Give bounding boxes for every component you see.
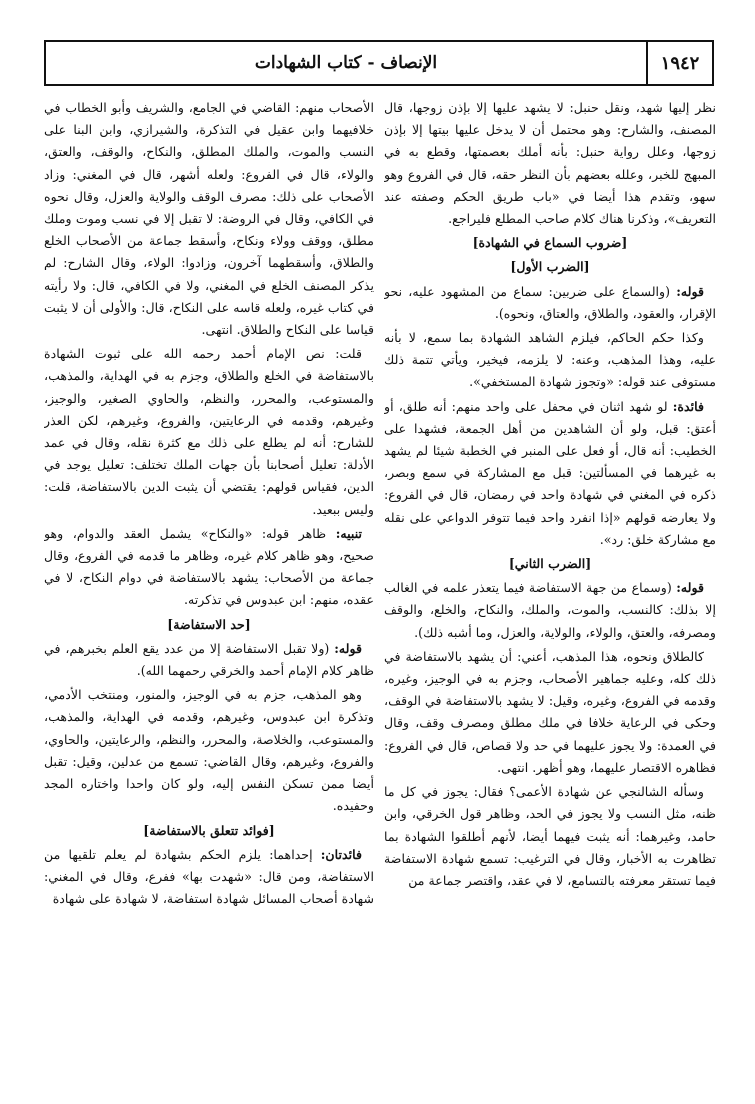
page-number: ١٩٤٢	[646, 42, 712, 84]
paragraph-text: (والسماع على ضربين: سماع من المشهود عليه، نحو الإقرار، والعقود، والطلاق، والعتاق، ونحوه).	[384, 283, 716, 321]
section-heading: [الضرب الأول]	[510, 259, 590, 275]
paragraph-text: إحداهما: يلزم الحكم بشهادة لم يعلم تلقيها من الاستفاضة، ومن قال: «شهدت بها» ففرع، وقال في المغني: شهادة أصحاب المسائل شهادة استفاضة، لا شهادة على شهادة	[44, 846, 374, 907]
paragraph-lead: قوله:	[334, 640, 362, 656]
paragraph-lead: قوله:	[676, 580, 704, 596]
section-heading: [الضرب الثاني]	[508, 556, 592, 572]
section-heading: [فوائد تتعلق بالاستفاضة]	[143, 822, 275, 838]
paragraph-text: لو شهد اثنان في محفل على واحد منهم: أنه طلق، أو أعتق: قبل، ولو أن الشاهدين من أهل الجمعة، فشهدا على الخطيب: أنه قال، أو فعل على المنبر في الخطبة شيئا لم يشهد به غيرهما في المسألتين: قبل مع المشاركة في سمع وبصر، ذكره في المغني في شهادة واحد في رمضان، قال في الفروع: ولا يعارضه قولهم «إذا انفرد واحد فيما تتوفر الدواعي على نقله مع مشاركة خلق: رد».	[384, 398, 716, 547]
paragraph	[384, 396, 716, 551]
paragraph-lead: قوله:	[676, 283, 704, 299]
running-header	[44, 40, 714, 86]
right-column	[384, 97, 716, 1097]
paragraph-text: (ولا تقبل الاستفاضة إلا من عدد يقع العلم بخبرهم، في ظاهر كلام الإمام أحمد والخرقي رحمهما الله).	[44, 640, 374, 679]
paragraph-text: (وسماع من جهة الاستفاضة فيما يتعذر علمه في الغالب إلا بذلك: كالنسب، والموت، والملك، والنكاح، والخلع، والوقف ومصرفه، والعتق، والولاء، والولاية، والعزل، وما أشبه ذلك).	[384, 580, 716, 640]
paragraph: قلت: نص الإمام أحمد رحمه الله على ثبوت الشهادة بالاستفاضة في الخلع والطلاق، وجزم به في الهداية، والمذهب، والمستوعب، والمحرر، والنظم، والحاوي الصغير، والوجيز، وغيرهم، وقدمه في الرعايتين، والفروع، وغيرهم، لكن العذر للشارح: أنه لم يطلع على ذلك مع كثرة نقله، وقال في عمد الأدلة: تعليل أصحابنا بأن جهات الملك تختلف: تعليل يوجد في الدين، فقياس قولهم: يقتضي أن يثبت الدين بالاستفاضة، قلت: وليس ببعيد.	[44, 346, 374, 517]
paragraph	[44, 844, 374, 911]
section-heading: [حد الاستفاضة]	[167, 616, 251, 632]
paragraph: وسأله الشالنجي عن شهادة الأعمى؟ فقال: يجوز في كل ما ظنه، مثل النسب ولا يجوز في الحد، وظاهر قول الخرقي، وابن حامد، وغيرهما: أنه يثبت فيهما أيضا، لأنهم أطلقوا الشهادة بما تظاهرت به الأخبار، وقال في الترغيب: تسمع شهادة الاستفاضة فيما تستقر معرفته بالتسامع، لا في عقد، واقتصر جماعة من	[384, 784, 716, 888]
paragraph: نظر إليها شهد، ونقل حنبل: لا يشهد عليها إلا بإذن زوجها، قال المصنف، والشارح: وهو محتمل أن لا يدخل عليها بيتها إلا بإذن زوجها، وعلل رواية حنبل: بأنه أملك بعصمتها، وقطع به في المبهج للخبر، وعلله بعضهم بأن النظر حقه، قال في الفروع وهو سهو، وتقدم هذا أيضا في «باب طريق الحكم وصفته عند التعريف»، وذكرنا هناك كلام صاحب المطلع فليراجع.	[384, 100, 716, 227]
paragraph	[44, 638, 374, 682]
paragraph-lead: فائدتان:	[320, 846, 362, 862]
paragraph-lead: تنبيه:	[335, 525, 362, 541]
left-column	[44, 97, 374, 1097]
paragraph-lead: فائدة:	[672, 398, 704, 414]
section-heading: [ضروب السماع في الشهادة]	[472, 235, 628, 251]
paragraph	[44, 523, 374, 612]
paragraph-text: ظاهر قوله: «والنكاح» يشمل العقد والدوام، وهو صحيح، وهو ظاهر كلام غيره، وظاهر ما قدمه في الفروع، وقال جماعة من الأصحاب: يشهد بالاستفاضة في دوام النكاح، لا في عقده، منهم: ابن عبدوس في تذكرته.	[44, 525, 374, 608]
paragraph	[384, 281, 716, 325]
paragraph	[384, 577, 716, 644]
paragraph: وكذا حكم الحاكم، فيلزم الشاهد الشهادة بما سمع، لا بأنه عليه، وهذا المذهب، وعنه: لا يلزمه، فيخير، ويأتي تتمة ذلك مستوفى عند قوله: «وتجوز شهادة المستخفي».	[384, 330, 716, 390]
header-title: الإنصاف - كتاب الشهادات	[254, 53, 438, 73]
paragraph: الأصحاب منهم: القاضي في الجامع، والشريف وأبو الخطاب في خلافيهما وابن عقيل في التذكرة، والشيرازي، وابن البنا على النسب والموت، والملك المطلق، والنكاح، والوقف، والعتق، والولاء، قال في الفروع: ولعله أشهر، قال في المغني: وزاد الأصحاب على ذلك: مصرف الوقف والولاية والعزل، وقال نحوه في الكافي، وقال في الروضة: لا تقبل إلا في نسب وموت وملك مطلق، ووقف وولاء ونكاح، وأسقط جماعة من الأصحاب الخلع والطلاق، وأسقطهما آخرون، وزادوا: الولاء، وقال الشارح: لم يذكر المصنف الخلع في المغني، ولا في الكافي، قال: ولا رأيته في كتاب غيره، ولعله قاسه على النكاح، قال: والأولى أن لا يثبت قياسا على النكاح والطلاق. انتهى.	[44, 100, 374, 338]
paragraph: كالطلاق ونحوه، هذا المذهب، أعني: أن يشهد بالاستفاضة في ذلك كله، وعليه جماهير الأصحاب، وجزم به في الوجيز، وغيره، وقدمه في الفروع، وغيره، وقيل: لا يشهد بالاستفاضة في الوقف، وحكى في الرعاية خلافا في ملك مطلق ومصرف وقف، وقال في العمدة: ولا يجوز عليهما في حد ولا قصاص، قال في الفروع: فظاهره الاقتصار عليهما، وهو أظهر. انتهى.	[384, 648, 716, 775]
paragraph: وهو المذهب، جزم به في الوجيز، والمنور، ومنتخب الأدمي، وتذكرة ابن عبدوس، وغيرهم، وقدمه في الهداية، والمذهب، والمستوعب، والخلاصة، والمحرر، والنظم، والرعايتين، والحاوي، والفروع، وغيرهم، وقال القاضي: تسمع من عدلين، وقيل: تقبل أيضا ممن تسكن النفس إليه، ولو كان واحدا واختاره المجد وحفيده.	[44, 687, 374, 814]
